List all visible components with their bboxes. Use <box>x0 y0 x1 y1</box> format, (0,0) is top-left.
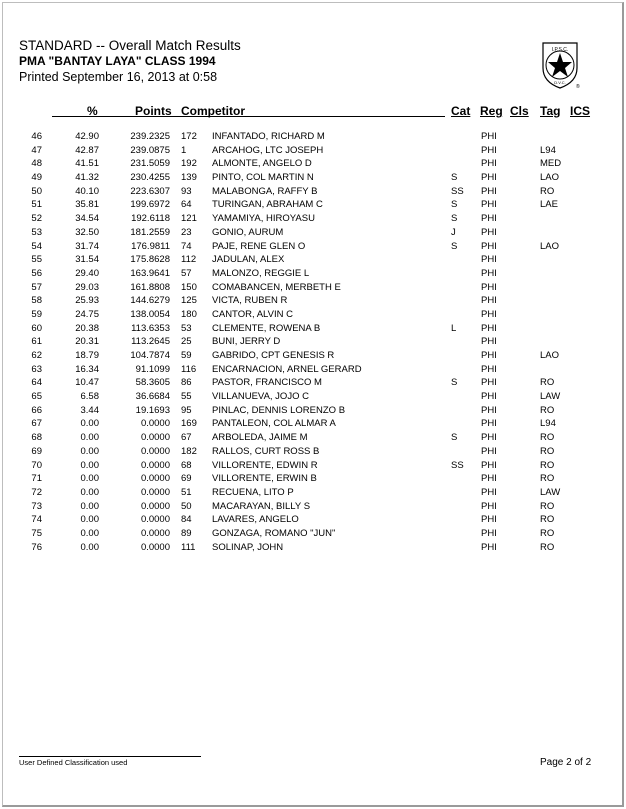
tag-cell: RO <box>540 445 555 457</box>
percent-cell: 29.03 <box>75 281 99 293</box>
table-row <box>0 171 626 185</box>
region-cell: PHI <box>481 445 497 457</box>
points-cell: 138.0054 <box>130 308 170 320</box>
category-cell: SS <box>451 185 464 197</box>
percent-cell: 0.00 <box>80 514 99 526</box>
competitor-number-cell: 169 <box>181 418 197 430</box>
tag-cell: LAW <box>540 391 561 403</box>
competitor-number-cell: 182 <box>181 445 197 457</box>
table-row <box>0 144 626 158</box>
competitor-name-cell: MACARAYAN, BILLY S <box>212 500 311 512</box>
competitor-number-cell: 180 <box>181 308 197 320</box>
points-cell: 161.8808 <box>130 281 170 293</box>
points-cell: 163.9641 <box>130 267 170 279</box>
table-row <box>0 390 626 404</box>
points-cell: 175.8628 <box>130 254 170 266</box>
points-cell: 113.2645 <box>131 336 170 348</box>
points-cell: 113.6353 <box>131 322 170 334</box>
competitor-number-cell: 172 <box>181 131 197 142</box>
tag-cell: L94 <box>540 418 556 430</box>
region-cell: PHI <box>481 172 497 184</box>
competitor-name-cell: MALABONGA, RAFFY B <box>212 185 318 197</box>
place-cell: 52 <box>31 213 42 225</box>
tag-cell: LAE <box>540 199 558 211</box>
percent-cell: 0.00 <box>80 486 99 498</box>
table-row <box>0 486 626 500</box>
tag-cell: RO <box>540 527 555 539</box>
footer-note: User Defined Classification used <box>19 758 128 767</box>
place-cell: 55 <box>31 254 42 266</box>
percent-cell: 31.74 <box>75 240 99 252</box>
competitor-name-cell: VICTA, RUBEN R <box>212 295 288 307</box>
tag-cell: LAO <box>540 350 560 361</box>
table-row <box>0 349 626 363</box>
percent-cell: 24.75 <box>75 308 99 320</box>
competitor-number-cell: 89 <box>181 527 192 539</box>
table-row <box>0 267 626 281</box>
competitor-name-cell: PINTO, COL MARTIN N <box>212 172 314 184</box>
place-cell: 47 <box>31 144 42 156</box>
points-cell: 0.0000 <box>140 445 170 457</box>
region-cell: PHI <box>481 432 497 444</box>
competitor-name-cell: LAVARES, ANGELO <box>212 514 299 526</box>
competitor-number-cell: 121 <box>181 213 197 225</box>
competitor-number-cell: 55 <box>181 391 192 403</box>
place-cell: 54 <box>31 240 42 252</box>
competitor-name-cell: ARBOLEDA, JAIME M <box>212 432 308 444</box>
table-row <box>0 376 626 390</box>
place-cell: 76 <box>31 541 42 553</box>
competitor-name-cell: VILLANUEVA, JOJO C <box>212 391 309 403</box>
points-cell: 58.3605 <box>135 377 170 389</box>
points-cell: 0.0000 <box>140 486 170 498</box>
table-row <box>0 240 626 254</box>
category-cell: S <box>451 240 458 252</box>
region-cell: PHI <box>481 363 497 375</box>
competitor-name-cell: YAMAMIYA, HIROYASU <box>212 213 315 225</box>
tag-cell: MED <box>540 158 562 170</box>
category-cell: S <box>451 213 458 225</box>
table-row <box>0 404 626 418</box>
col-header-pct: % <box>87 104 98 118</box>
region-cell: PHI <box>481 541 497 553</box>
table-row <box>0 157 626 171</box>
percent-cell: 41.51 <box>75 158 99 170</box>
competitor-name-cell: GONZAGA, ROMANO "JUN" <box>212 527 336 539</box>
percent-cell: 32.50 <box>75 226 99 238</box>
tag-cell: RO <box>540 514 555 526</box>
competitor-name-cell: PASTOR, FRANCISCO M <box>212 377 322 389</box>
percent-cell: 10.47 <box>75 377 99 389</box>
region-cell: PHI <box>481 527 497 539</box>
table-row <box>0 513 626 527</box>
percent-cell: 3.44 <box>80 404 99 416</box>
region-cell: PHI <box>481 295 497 307</box>
percent-cell: 35.81 <box>75 199 99 211</box>
percent-cell: 20.31 <box>75 336 99 348</box>
table-row <box>0 198 626 212</box>
points-cell: 223.6307 <box>130 185 170 197</box>
competitor-number-cell: 116 <box>181 363 197 375</box>
competitor-name-cell: VILLORENTE, ERWIN B <box>212 473 317 485</box>
place-cell: 71 <box>31 473 42 485</box>
points-cell: 192.6118 <box>131 213 170 225</box>
region-cell: PHI <box>481 144 497 156</box>
place-cell: 62 <box>31 350 42 361</box>
category-cell: L <box>451 322 457 334</box>
table-row <box>0 500 626 514</box>
col-header-points: Points <box>135 104 172 118</box>
place-cell: 68 <box>31 432 42 444</box>
place-cell: 73 <box>31 500 42 512</box>
region-cell: PHI <box>481 185 497 197</box>
category-cell: S <box>451 199 458 211</box>
place-cell: 58 <box>31 295 42 307</box>
table-row <box>0 185 626 199</box>
category-cell: S <box>451 172 458 184</box>
competitor-name-cell: SOLINAP, JOHN <box>212 541 284 553</box>
points-cell: 0.0000 <box>140 541 170 553</box>
competitor-number-cell: 25 <box>181 336 192 348</box>
percent-cell: 0.00 <box>80 541 99 553</box>
place-cell: 64 <box>31 377 42 389</box>
competitor-number-cell: 67 <box>181 432 192 444</box>
percent-cell: 18.79 <box>75 350 99 361</box>
competitor-number-cell: 95 <box>181 404 192 416</box>
competitor-name-cell: ARCAHOG, LTC JOSEPH <box>212 144 324 156</box>
table-row <box>0 335 626 349</box>
competitor-name-cell: RALLOS, CURT ROSS B <box>212 445 320 457</box>
competitor-name-cell: BUNI, JERRY D <box>212 336 281 348</box>
region-cell: PHI <box>481 281 497 293</box>
competitor-number-cell: 1 <box>181 144 187 156</box>
tag-cell: RO <box>540 541 555 553</box>
logo-bottom-text: D.V.C. <box>554 80 566 85</box>
competitor-number-cell: 125 <box>181 295 197 307</box>
region-cell: PHI <box>481 391 497 403</box>
percent-cell: 0.00 <box>80 445 99 457</box>
percent-cell: 0.00 <box>80 500 99 512</box>
report-title: STANDARD -- Overall Match Results <box>19 38 241 53</box>
percent-cell: 0.00 <box>80 527 99 539</box>
percent-cell: 0.00 <box>80 459 99 471</box>
table-row <box>0 417 626 431</box>
region-cell: PHI <box>481 131 497 142</box>
points-cell: 0.0000 <box>140 500 170 512</box>
tag-cell: RO <box>540 459 555 471</box>
tag-cell: LAO <box>540 240 560 252</box>
table-row <box>0 431 626 445</box>
category-cell: S <box>451 432 458 444</box>
region-cell: PHI <box>481 473 497 485</box>
table-row <box>0 363 626 377</box>
competitor-number-cell: 23 <box>181 226 192 238</box>
place-cell: 67 <box>31 418 42 430</box>
report-subtitle: PMA "BANTAY LAYA" CLASS 1994 <box>19 54 216 68</box>
points-cell: 36.6684 <box>135 391 170 403</box>
place-cell: 72 <box>31 486 42 498</box>
points-cell: 176.9811 <box>131 240 170 252</box>
points-cell: 0.0000 <box>140 432 170 444</box>
logo-registered-mark: ® <box>576 84 580 90</box>
tag-cell: RO <box>540 185 555 197</box>
competitor-name-cell: CANTOR, ALVIN C <box>212 308 293 320</box>
place-cell: 57 <box>31 281 42 293</box>
tag-cell: RO <box>540 500 555 512</box>
tag-cell: RO <box>540 404 555 416</box>
table-row <box>0 527 626 541</box>
competitor-number-cell: 86 <box>181 377 192 389</box>
logo-top-text: I.P.S.C. <box>551 47 569 53</box>
competitor-number-cell: 150 <box>181 281 197 293</box>
header-rule <box>52 116 445 117</box>
col-header-cls: Cls <box>510 104 529 118</box>
points-cell: 231.5059 <box>130 158 170 170</box>
competitor-number-cell: 74 <box>181 240 192 252</box>
results-table <box>0 130 626 554</box>
competitor-number-cell: 57 <box>181 267 192 279</box>
competitor-name-cell: GONIO, AURUM <box>212 226 284 238</box>
tag-cell: RO <box>540 377 555 389</box>
region-cell: PHI <box>481 377 497 389</box>
percent-cell: 0.00 <box>80 432 99 444</box>
region-cell: PHI <box>481 240 497 252</box>
competitor-name-cell: VILLORENTE, EDWIN R <box>212 459 318 471</box>
footer-rule <box>19 756 201 757</box>
competitor-name-cell: ALMONTE, ANGELO D <box>212 158 312 170</box>
competitor-number-cell: 84 <box>181 514 192 526</box>
region-cell: PHI <box>481 336 497 348</box>
percent-cell: 31.54 <box>75 254 99 266</box>
points-cell: 0.0000 <box>140 473 170 485</box>
place-cell: 46 <box>31 131 42 142</box>
points-cell: 144.6279 <box>130 295 170 307</box>
region-cell: PHI <box>481 459 497 471</box>
percent-cell: 42.90 <box>75 131 99 142</box>
place-cell: 75 <box>31 527 42 539</box>
percent-cell: 34.54 <box>75 213 99 225</box>
region-cell: PHI <box>481 158 497 170</box>
table-row <box>0 253 626 267</box>
table-row <box>0 294 626 308</box>
place-cell: 53 <box>31 226 42 238</box>
percent-cell: 40.10 <box>75 185 99 197</box>
percent-cell: 16.34 <box>75 363 99 375</box>
region-cell: PHI <box>481 418 497 430</box>
table-row <box>0 541 626 555</box>
place-cell: 59 <box>31 308 42 320</box>
percent-cell: 42.87 <box>75 144 99 156</box>
competitor-number-cell: 69 <box>181 473 192 485</box>
competitor-number-cell: 112 <box>181 254 197 266</box>
table-row <box>0 445 626 459</box>
table-row <box>0 322 626 336</box>
competitor-number-cell: 93 <box>181 185 192 197</box>
competitor-number-cell: 64 <box>181 199 192 211</box>
region-cell: PHI <box>481 308 497 320</box>
col-header-ics: ICS <box>570 104 591 118</box>
points-cell: 181.2559 <box>130 226 170 238</box>
competitor-name-cell: PANTALEON, COL ALMAR A <box>212 418 336 430</box>
place-cell: 56 <box>31 267 42 279</box>
competitor-name-cell: COMABANCEN, MERBETH E <box>212 281 341 293</box>
competitor-name-cell: PINLAC, DENNIS LORENZO B <box>212 404 346 416</box>
region-cell: PHI <box>481 514 497 526</box>
competitor-number-cell: 192 <box>181 158 197 170</box>
points-cell: 239.2325 <box>130 131 170 142</box>
points-cell: 0.0000 <box>140 459 170 471</box>
points-cell: 239.0875 <box>130 144 170 156</box>
region-cell: PHI <box>481 267 497 279</box>
region-cell: PHI <box>481 404 497 416</box>
place-cell: 70 <box>31 459 42 471</box>
category-cell: SS <box>451 459 464 471</box>
printed-date: Printed September 16, 2013 at 0:58 <box>19 70 218 84</box>
ipsc-logo <box>539 40 581 90</box>
table-row <box>0 308 626 322</box>
tag-cell: LAW <box>540 486 561 498</box>
competitor-number-cell: 53 <box>181 322 192 334</box>
competitor-name-cell: PAJE, RENE GLEN O <box>212 240 306 252</box>
points-cell: 199.6972 <box>130 199 170 211</box>
percent-cell: 0.00 <box>80 473 99 485</box>
table-row <box>0 130 626 144</box>
region-cell: PHI <box>481 322 497 334</box>
place-cell: 63 <box>31 363 42 375</box>
place-cell: 74 <box>31 514 42 526</box>
place-cell: 60 <box>31 322 42 334</box>
competitor-name-cell: TURINGAN, ABRAHAM C <box>212 199 323 211</box>
place-cell: 50 <box>31 185 42 197</box>
place-cell: 48 <box>31 158 42 170</box>
points-cell: 0.0000 <box>140 418 170 430</box>
place-cell: 61 <box>31 336 42 348</box>
competitor-number-cell: 68 <box>181 459 192 471</box>
competitor-name-cell: RECUENA, LITO P <box>212 486 294 498</box>
points-cell: 0.0000 <box>140 514 170 526</box>
region-cell: PHI <box>481 500 497 512</box>
competitor-number-cell: 50 <box>181 500 192 512</box>
points-cell: 0.0000 <box>140 527 170 539</box>
tag-cell: RO <box>540 432 555 444</box>
tag-cell: RO <box>540 473 555 485</box>
category-cell: S <box>451 377 458 389</box>
competitor-name-cell: CLEMENTE, ROWENA B <box>212 322 321 334</box>
place-cell: 49 <box>31 172 42 184</box>
points-cell: 19.1693 <box>135 404 170 416</box>
competitor-number-cell: 139 <box>181 172 197 184</box>
percent-cell: 41.32 <box>75 172 99 184</box>
col-header-tag: Tag <box>540 104 561 118</box>
competitor-number-cell: 111 <box>181 541 196 553</box>
table-row <box>0 226 626 240</box>
competitor-number-cell: 51 <box>181 486 192 498</box>
region-cell: PHI <box>481 350 497 361</box>
tag-cell: L94 <box>540 144 556 156</box>
category-cell: J <box>451 226 456 238</box>
place-cell: 65 <box>31 391 42 403</box>
competitor-name-cell: GABRIDO, CPT GENESIS R <box>212 350 335 361</box>
place-cell: 69 <box>31 445 42 457</box>
competitor-name-cell: ENCARNACION, ARNEL GERARD <box>212 363 362 375</box>
points-cell: 230.4255 <box>130 172 170 184</box>
col-header-reg: Reg <box>480 104 503 118</box>
percent-cell: 20.38 <box>75 322 99 334</box>
table-row <box>0 472 626 486</box>
region-cell: PHI <box>481 254 497 266</box>
table-row <box>0 459 626 473</box>
region-cell: PHI <box>481 199 497 211</box>
competitor-name-cell: JADULAN, ALEX <box>212 254 285 266</box>
region-cell: PHI <box>481 486 497 498</box>
col-header-competitor: Competitor <box>181 104 245 118</box>
table-row <box>0 212 626 226</box>
percent-cell: 0.00 <box>80 418 99 430</box>
competitor-name-cell: MALONZO, REGGIE L <box>212 267 310 279</box>
place-cell: 66 <box>31 404 42 416</box>
region-cell: PHI <box>481 213 497 225</box>
col-header-cat: Cat <box>451 104 471 118</box>
page-number: Page 2 of 2 <box>540 757 592 768</box>
points-cell: 91.1099 <box>135 363 170 375</box>
points-cell: 104.7874 <box>130 350 170 361</box>
percent-cell: 6.58 <box>80 391 99 403</box>
region-cell: PHI <box>481 226 497 238</box>
tag-cell: LAO <box>540 172 560 184</box>
table-row <box>0 281 626 295</box>
competitor-name-cell: INFANTADO, RICHARD M <box>212 131 325 142</box>
place-cell: 51 <box>31 199 42 211</box>
competitor-number-cell: 59 <box>181 350 192 361</box>
percent-cell: 29.40 <box>75 267 99 279</box>
percent-cell: 25.93 <box>75 295 99 307</box>
